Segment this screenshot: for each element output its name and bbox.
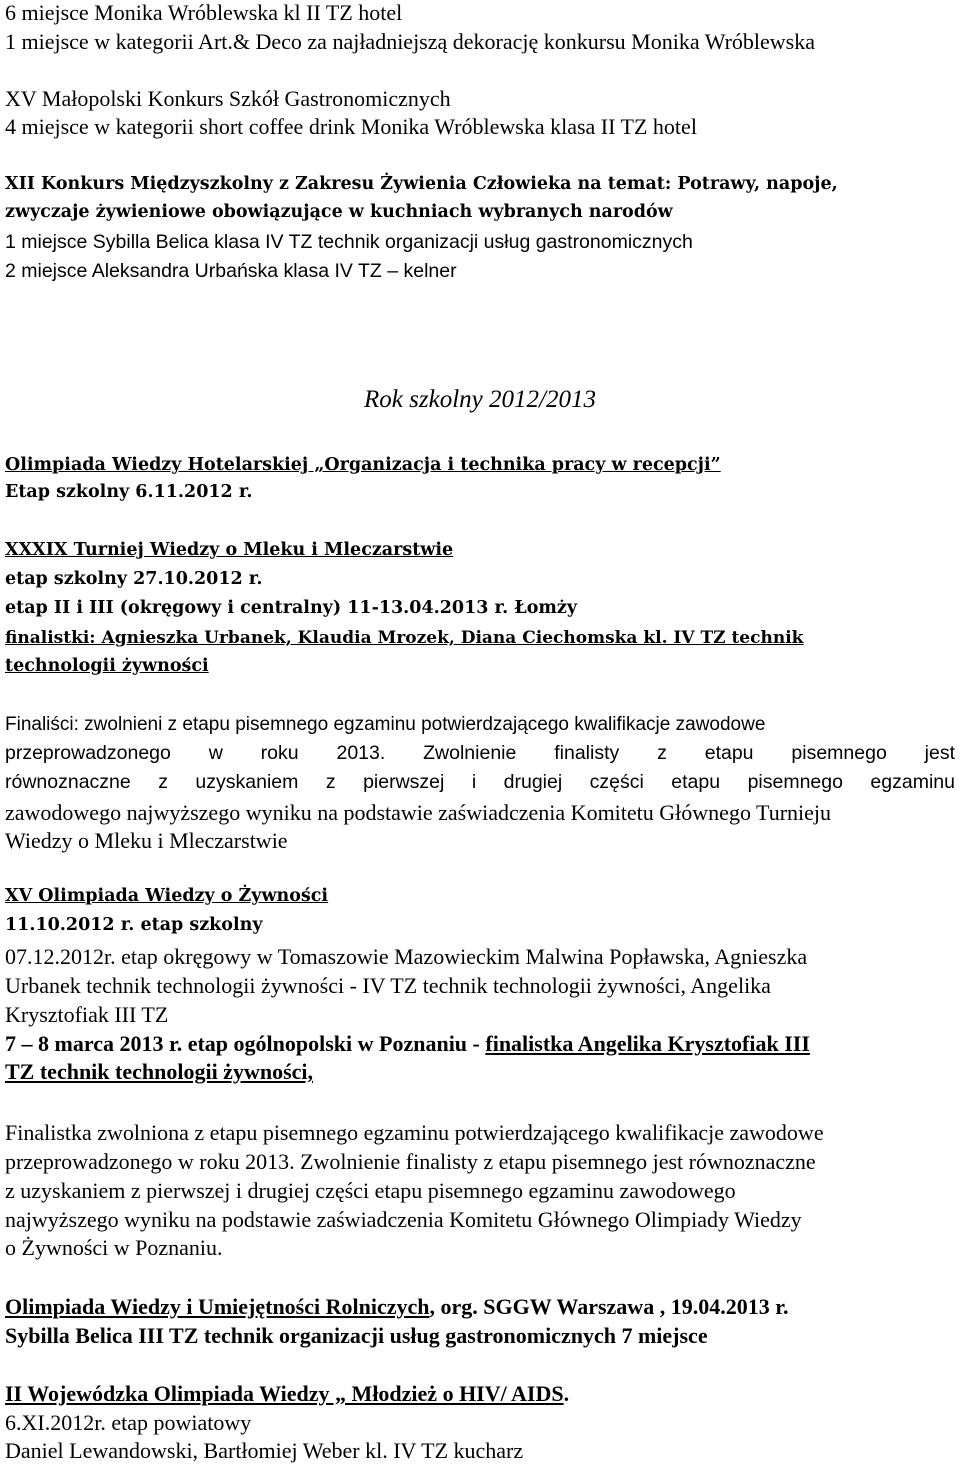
section-heading: zwyczaje żywieniowe obowiązujące w kuchniach wybranych narodów: [5, 202, 673, 222]
text-segment: finalistka Angelika Krysztofiak III: [485, 1031, 810, 1056]
text-line: Urbanek technik technologii żywności - IV TZ technik technologii żywności, Angelika: [5, 973, 771, 998]
text-line: Daniel Lewandowski, Bartłomiej Weber kl. IV TZ kucharz: [5, 1438, 524, 1463]
text-segment: etap okręgowy w Tomaszowie Mazowieckim Malwina Popławska, Agnieszka: [115, 944, 808, 969]
text-segment: II Wojewódzka Olimpiada Wiedzy „ Młodzież o HIV/ AIDS: [5, 1381, 564, 1406]
text-line: przeprowadzonego w roku 2013. Zwolnienie finalisty z etapu pisemnego jest równoznaczne: [5, 1149, 816, 1174]
text-line: 2 miejsce Aleksandra Urbańska klasa IV TZ – kelner: [5, 260, 457, 282]
text-line: finalistki: Agnieszka Urbanek, Klaudia Mrozek, Diana Ciechomska kl. IV TZ technik: [5, 628, 804, 648]
text-line: 1 miejsce Sybilla Belica klasa IV TZ technik organizacji usług gastronomicznych: [5, 231, 693, 253]
text-line: 6.XI.2012r. etap powiatowy: [5, 1410, 252, 1435]
text-line: z uzyskaniem z pierwszej i drugiej części etapu pisemnego egzaminu zawodowego: [5, 1178, 736, 1203]
text-line: [5, 946, 807, 968]
text-line: Finalistka zwolniona z etapu pisemnego egzaminu potwierdzającego kwalifikacje zawodowe: [5, 1120, 824, 1145]
text-line: o Żywności w Poznaniu.: [5, 1235, 223, 1260]
section-heading: [5, 1383, 569, 1405]
text-line: Wiedzy o Mleku i Mleczarstwie: [5, 828, 288, 853]
text-segment: Olimpiada Wiedzy i Umiejętności Rolniczych: [5, 1294, 430, 1319]
text-line: Finaliści: zwolnieni z etapu pisemnego egzaminu potwierdzającego kwalifikacje zawodowe: [5, 714, 766, 735]
text-line: 6 miejsce Monika Wróblewska kl II TZ hotel: [5, 0, 403, 25]
text-line: zawodowego najwyższego wyniku na podstawie zaświadczenia Komitetu Głównego Turnieju: [5, 800, 832, 825]
text-line: najwyższego wyniku na podstawie zaświadczenia Komitetu Głównego Olimpiady Wiedzy: [5, 1207, 802, 1232]
text-line: Sybilla Belica III TZ technik organizacji usług gastronomicznych 7 miejsce: [5, 1323, 708, 1348]
text-line: technologii żywności: [5, 656, 209, 676]
section-heading: XV Małopolski Konkurs Szkół Gastronomicznych: [5, 86, 451, 111]
section-heading: XII Konkurs Międzyszkolny z Zakresu Żywienia Człowieka na temat: Potrawy, napoje,: [5, 174, 838, 194]
section-heading: XV Olimpiada Wiedzy o Żywności: [5, 886, 329, 906]
section-heading: Olimpiada Wiedzy Hotelarskiej „Organizacja i technika pracy w recepcji”: [5, 455, 721, 475]
section-heading: XXXIX Turniej Wiedzy o Mleku i Mleczarstwie: [5, 540, 454, 560]
text-line: 1 miejsce w kategorii Art.& Deco za najładniejszą dekorację konkursu Monika Wróblewska: [5, 29, 816, 54]
text-line: etap szkolny 27.10.2012 r.: [5, 569, 263, 589]
text-line: 4 miejsce w kategorii short coffee drink Monika Wróblewska klasa II TZ hotel: [5, 114, 697, 139]
text-line: przeprowadzonego w roku 2013. Zwolnienie finalisty z etapu pisemnego jest: [5, 742, 955, 764]
year-title: Rok szkolny 2012/2013: [364, 386, 596, 413]
text-segment: .: [563, 1381, 570, 1406]
text-line: [5, 1033, 810, 1055]
text-line: Etap szkolny 6.11.2012 r.: [5, 482, 253, 502]
text-line: Krysztofiak III TZ: [5, 1002, 169, 1027]
section-heading: [5, 1296, 788, 1318]
text-segment: 07.12.2012r.: [5, 944, 116, 969]
text-line: 11.10.2012 r. etap szkolny: [5, 915, 263, 935]
text-segment: 7 – 8 marca 2013 r. etap ogólnopolski w Poznaniu -: [5, 1031, 486, 1056]
text-line: TZ technik technologii żywności,: [5, 1059, 314, 1084]
text-line: etap II i III (okręgowy i centralny) 11-13.04.2013 r. Łomży: [5, 598, 578, 618]
text-line: równoznaczne z uzyskaniem z pierwszej i drugiej części etapu pisemnego egzaminu: [5, 771, 955, 793]
text-segment: , org. SGGW Warszawa , 19.04.2013 r.: [429, 1294, 789, 1319]
